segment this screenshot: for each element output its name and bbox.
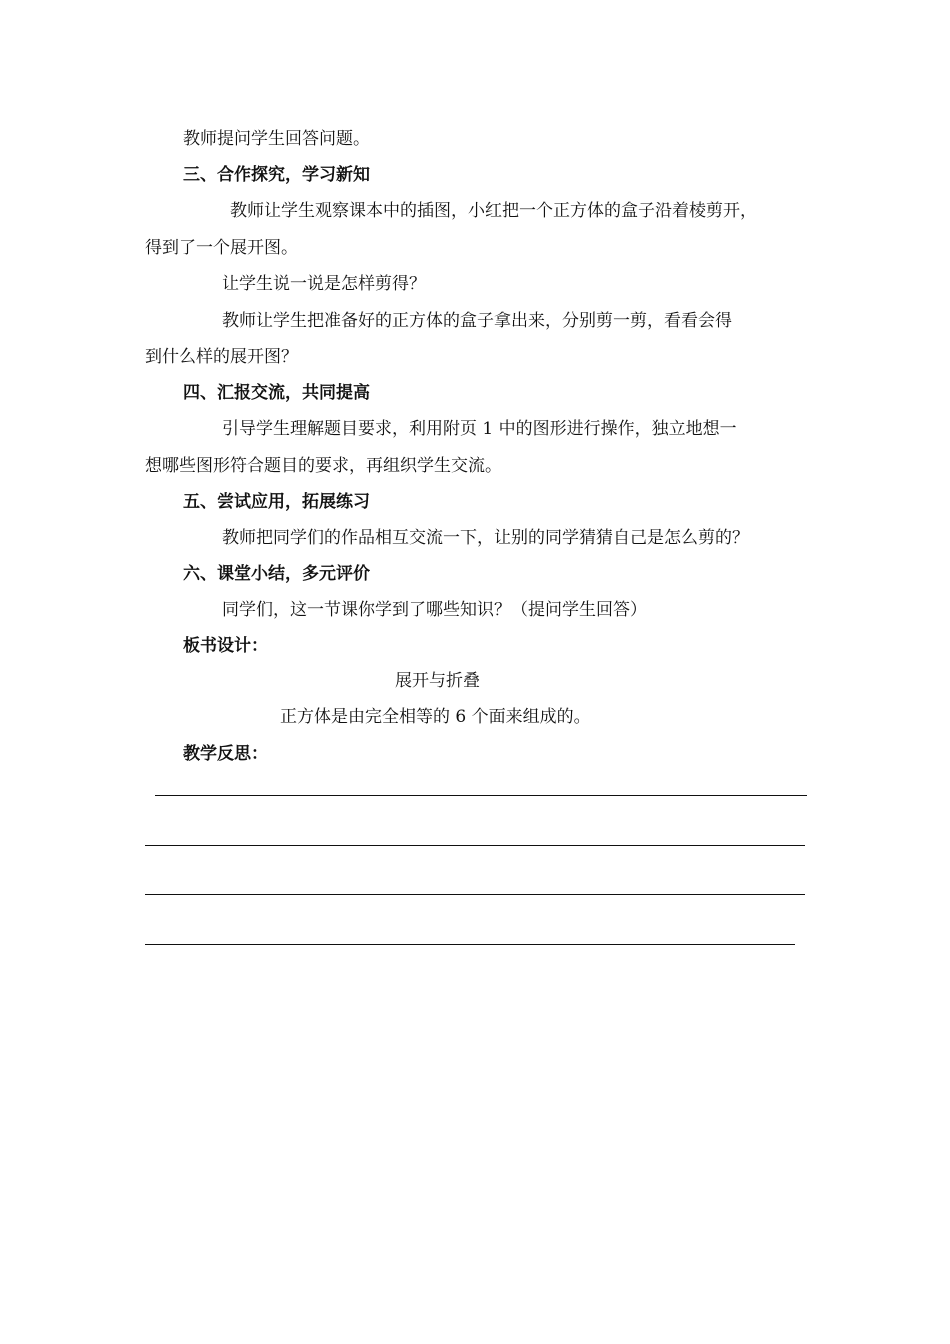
- board-design-content: 正方体是由完全相等的 6 个面来组成的。: [280, 707, 591, 727]
- section-3-paragraph-1-line-2: 得到了一个展开图。: [145, 238, 298, 258]
- section-5-paragraph-1: 教师把同学们的作品相互交流一下，让别的同学猜猜自己是怎么剪的？: [222, 528, 749, 548]
- reflection-blank-line-1: [155, 795, 807, 796]
- section-4-paragraph-1-line-2: 想哪些图形符合题目的要求，再组织学生交流。: [145, 456, 502, 476]
- section-6-heading: 六、课堂小结，多元评价: [183, 564, 370, 584]
- section-3-paragraph-1-line-1: 教师让学生观察课本中的插图，小红把一个正方体的盒子沿着棱剪开，: [230, 201, 757, 221]
- section-4-heading: 四、汇报交流，共同提高: [183, 383, 370, 403]
- board-design-title: 展开与折叠: [395, 671, 480, 691]
- board-design-heading: 板书设计：: [183, 636, 268, 656]
- reflection-blank-line-4: [145, 944, 795, 945]
- section-3-heading: 三、合作探究，学习新知: [183, 165, 370, 185]
- section-3-paragraph-3-line-2: 到什么样的展开图？: [145, 347, 298, 367]
- section-3-paragraph-2: 让学生说一说是怎样剪得？: [222, 274, 426, 294]
- reflection-heading: 教学反思：: [183, 744, 268, 764]
- section-4-paragraph-1-line-1: 引导学生理解题目要求，利用附页 1 中的图形进行操作，独立地想一: [222, 419, 737, 439]
- section-3-paragraph-3-line-1: 教师让学生把准备好的正方体的盒子拿出来，分别剪一剪，看看会得: [222, 311, 732, 331]
- section-5-heading: 五、尝试应用，拓展练习: [183, 492, 370, 512]
- intro-text: 教师提问学生回答问题。: [183, 129, 370, 149]
- reflection-blank-line-3: [145, 894, 805, 895]
- reflection-blank-line-2: [145, 845, 805, 846]
- section-6-paragraph-1: 同学们，这一节课你学到了哪些知识？（提问学生回答）: [222, 600, 647, 620]
